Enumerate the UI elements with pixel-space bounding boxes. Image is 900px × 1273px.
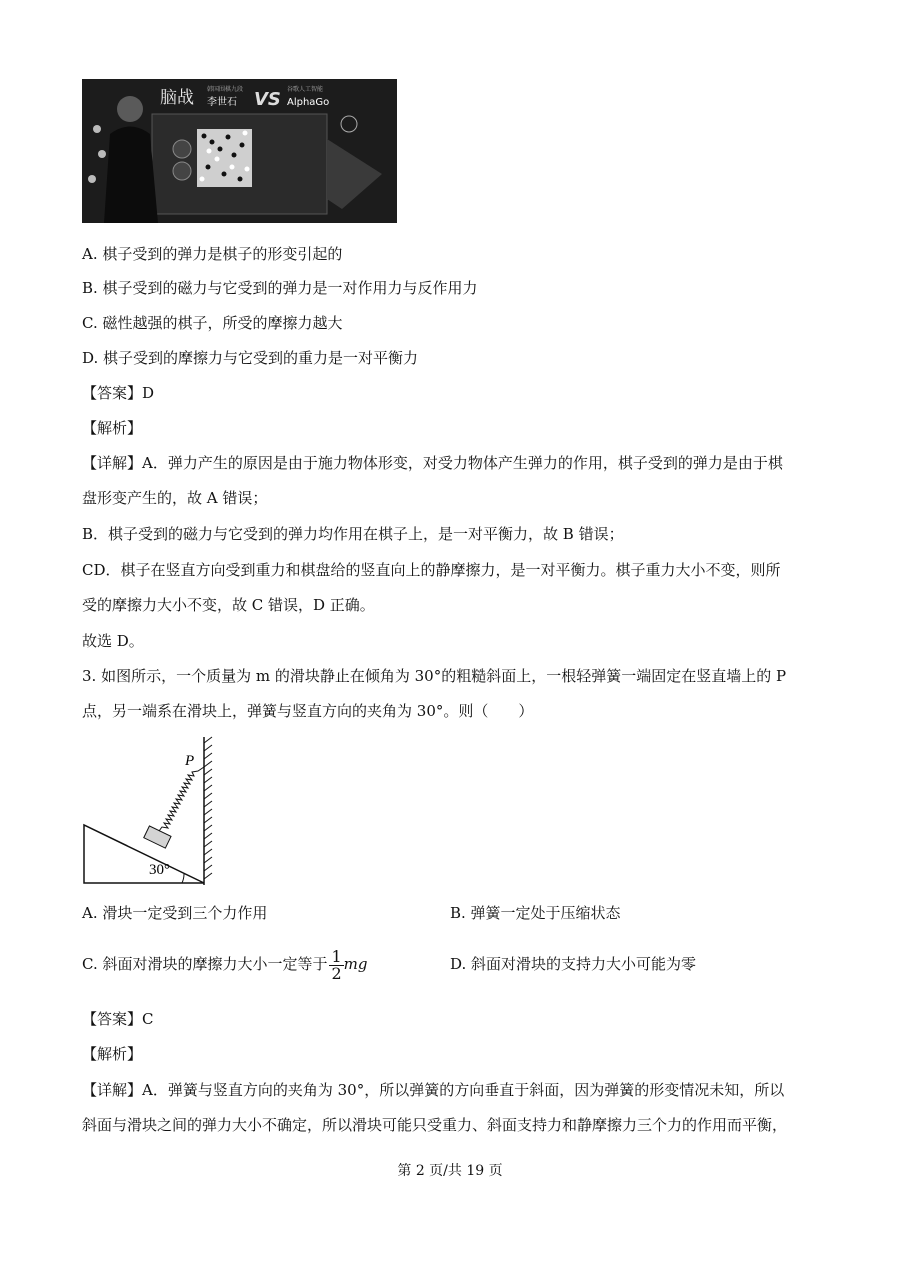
q2-answer: 【答案】D <box>82 384 155 402</box>
q2-detail-line: 受的摩擦力大小不变，故 C 错误，D 正确。 <box>82 596 375 614</box>
q2-option-d: D. 棋子受到的摩擦力与它受到的重力是一对平衡力 <box>82 349 419 367</box>
spring <box>159 767 204 831</box>
q2-detail-line: 【详解】A．弹力产生的原因是由于施力物体形变，对受力物体产生弹力的作用，棋子受到的弹力是由于棋 <box>82 454 783 472</box>
page-number: 第 2 页/共 19 页 <box>397 1163 503 1179</box>
mass-g-variable: mg <box>343 955 368 973</box>
q3-option-b: B. 弹簧一定处于压缩状态 <box>450 904 621 922</box>
q3-stem-line1: 3. 如图所示，一个质量为 m 的滑块静止在倾角为 30°的粗糙斜面上，一根轻弹簧一端固定在竖直墙上的 P <box>82 667 787 685</box>
q3-option-a: A. 滑块一定受到三个力作用 <box>82 904 268 922</box>
slider-block <box>144 826 171 848</box>
vs-label: VS <box>254 89 281 110</box>
point-p-label: P <box>185 753 195 769</box>
angle-label: 30° <box>149 862 170 878</box>
q2-detail-line: 盘形变产生的，故 A 错误； <box>82 489 268 507</box>
q3-detail-line: 【详解】A．弹簧与竖直方向的夹角为 30°，所以弹簧的方向垂直于斜面，因为弹簧的形变情况未知，所以 <box>82 1081 785 1099</box>
ai-caption: 谷歌人工智能 <box>287 86 324 93</box>
q2-analysis-heading: 【解析】 <box>82 419 143 437</box>
q3-option-d: D. 斜面对滑块的支持力大小可能为零 <box>450 955 697 973</box>
angle-arc <box>182 874 184 883</box>
q3-option-c-text: C. 斜面对滑块的摩擦力大小一定等于 <box>82 955 328 973</box>
q2-detail-line: B．棋子受到的磁力与它受到的弹力均作用在棋子上，是一对平衡力，故 B 错误； <box>82 525 624 543</box>
q2-option-b: B. 棋子受到的磁力与它受到的弹力是一对作用力与反作用力 <box>82 279 478 297</box>
player-name: 李世石 <box>207 97 237 108</box>
incline <box>84 825 204 883</box>
one-half-fraction <box>329 946 343 983</box>
q2-option-c: C. 磁性越强的棋子，所受的摩擦力越大 <box>82 314 343 332</box>
ai-name: AlphaGo <box>287 97 330 108</box>
q2-detail-line: CD．棋子在竖直方向受到重力和棋盘给的竖直向上的静摩擦力，是一对平衡力。棋子重力大小不变，则所 <box>82 561 781 579</box>
wall-hatching <box>204 737 212 879</box>
incline-spring-figure <box>82 735 222 890</box>
go-match-illustration <box>82 79 397 223</box>
fraction-numerator: 1 <box>331 946 342 966</box>
q3-analysis-heading: 【解析】 <box>82 1045 143 1063</box>
q2-option-a: A. 棋子受到的弹力是棋子的形变引起的 <box>82 245 343 263</box>
q3-stem-line2: 点，另一端系在滑块上，弹簧与竖直方向的夹角为 30°。则（ ） <box>82 702 534 720</box>
q3-detail-line: 斜面与滑块之间的弹力大小不确定，所以滑块可能只受重力、斜面支持力和静摩擦力三个力的作用而平衡， <box>82 1116 788 1134</box>
fraction-denominator: 2 <box>331 963 342 983</box>
go-match-photo <box>82 79 397 223</box>
player-caption: 韩国围棋九段 <box>207 86 244 93</box>
banner-title: 脑战 <box>160 88 194 108</box>
q2-conclusion: 故选 D。 <box>82 632 144 650</box>
q3-option-c <box>82 944 368 984</box>
q3-answer: 【答案】C <box>82 1010 154 1028</box>
